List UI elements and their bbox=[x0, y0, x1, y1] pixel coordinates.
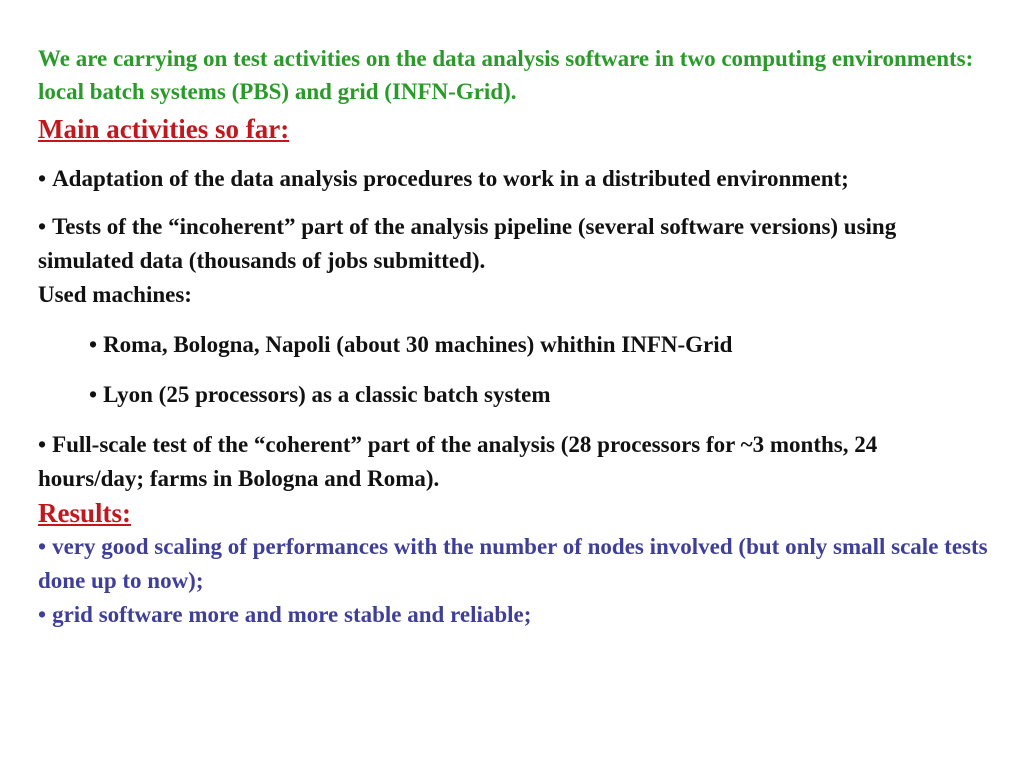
bullet-icon: • bbox=[38, 534, 47, 559]
intro-text: We are carrying on test activities on the data analysis software in two computing environments: local batch systems (PBS) and grid (INFN-Grid). bbox=[38, 46, 974, 104]
bullet-icon: • bbox=[89, 382, 98, 407]
bullet-icon: • bbox=[38, 602, 47, 627]
bullet-icon: • bbox=[38, 432, 47, 457]
machine-item-text: Roma, Bologna, Napoli (about 30 machines) whithin INFN-Grid bbox=[103, 332, 733, 357]
results-heading: Results: bbox=[38, 498, 131, 528]
main-activities-heading: Main activities so far: bbox=[38, 114, 290, 144]
bullet-icon: • bbox=[38, 166, 47, 191]
activity-item-adaptation bbox=[38, 162, 988, 196]
result-item-text: very good scaling of performances with the number of nodes involved (but only small scale tests done up to now); bbox=[38, 534, 988, 593]
bullet-icon: • bbox=[89, 332, 98, 357]
activity-item-text: Tests of the “incoherent” part of the analysis pipeline (several software versions) using simulated data (thousands of jobs submitted). bbox=[38, 214, 897, 273]
machine-item-infn-grid bbox=[38, 328, 988, 362]
activity-item-incoherent-tests bbox=[38, 210, 988, 278]
bullet-icon: • bbox=[38, 214, 47, 239]
machine-item-lyon bbox=[38, 378, 988, 412]
activity-item-text: Adaptation of the data analysis procedures to work in a distributed environment; bbox=[52, 166, 849, 191]
activity-item-text: Full-scale test of the “coherent” part of the analysis (28 processors for ~3 months, 24 hours/day; farms in Bologna and Roma). bbox=[38, 432, 878, 491]
used-machines-label: Used machines: bbox=[38, 282, 192, 307]
slide bbox=[38, 42, 988, 632]
result-item-scaling bbox=[38, 530, 988, 598]
activity-item-coherent-tests bbox=[38, 428, 988, 496]
result-item-text: grid software more and more stable and reliable; bbox=[52, 602, 532, 627]
result-item-grid-stability bbox=[38, 598, 988, 632]
machine-item-text: Lyon (25 processors) as a classic batch system bbox=[103, 382, 551, 407]
